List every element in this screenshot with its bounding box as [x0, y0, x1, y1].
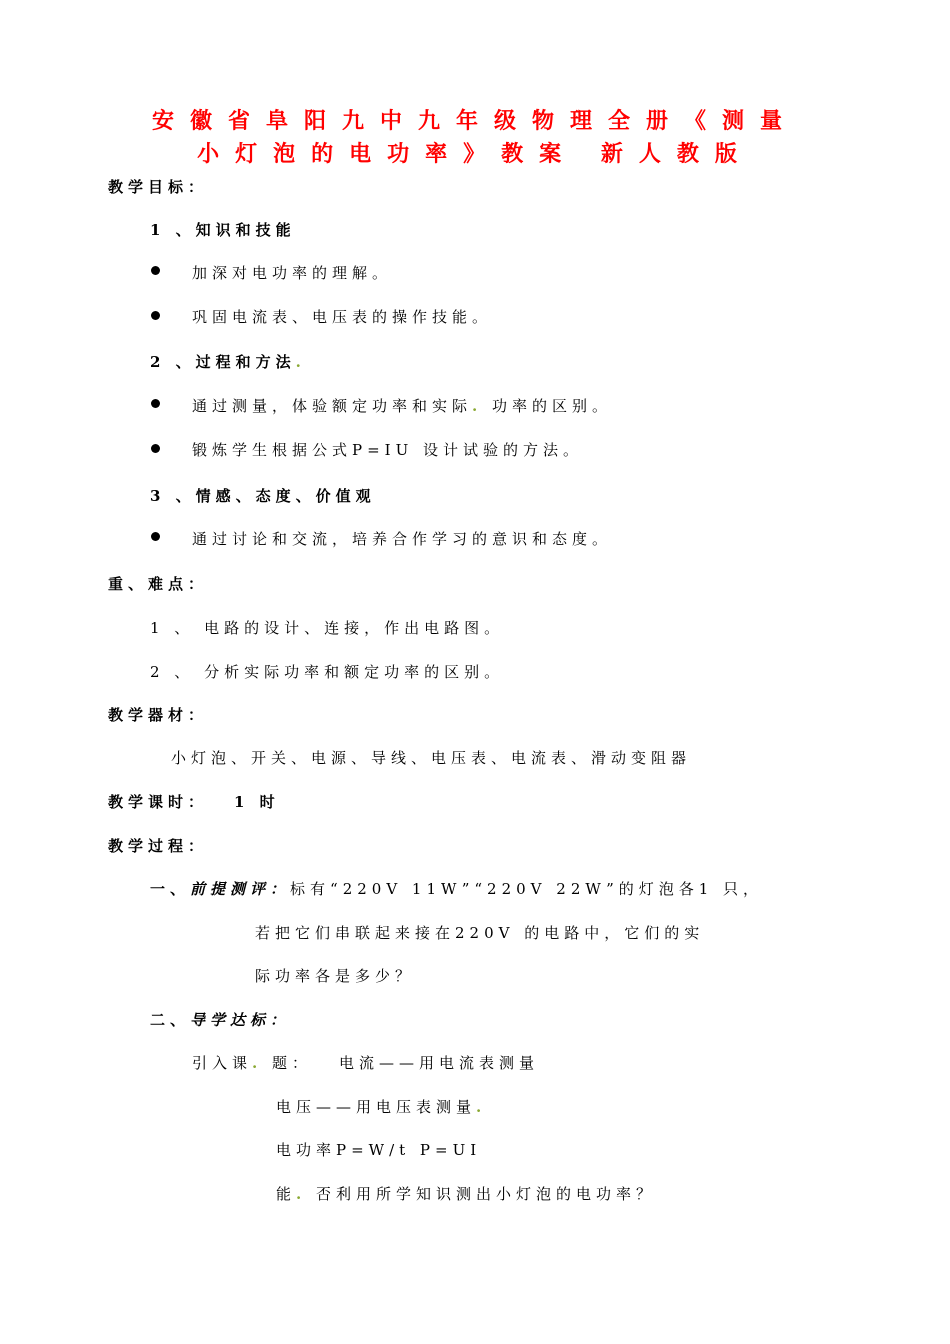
dot-mark: .: [476, 1098, 487, 1116]
dot-mark: .: [295, 353, 306, 371]
key-item2: 2 、 分析实际功率和额定功率的区别。: [150, 663, 505, 681]
s3-item1: 通过讨论和交流，培养合作学习的意识和态度。: [192, 530, 613, 548]
bullet-icon: [151, 444, 160, 453]
dot-mark: .: [472, 397, 483, 415]
title-line-1: 安徽省阜阳九中九年级物理全册《测量: [151, 108, 798, 134]
dot-mark: .: [252, 1054, 263, 1072]
part1-num: 一、: [150, 880, 191, 898]
hours-value: 1 时: [234, 793, 280, 811]
section3-heading: 3 、情感、态度、价值观: [150, 487, 376, 505]
section2-heading: 2 、过程和方法.: [150, 353, 306, 371]
s1-item2: 巩固电流表、电压表的操作技能。: [192, 308, 493, 326]
goals-heading: 教学目标：: [108, 178, 209, 196]
s2-item2: 锻炼学生根据公式P=IU 设计试验的方法。: [192, 441, 583, 459]
equipment-heading: 教学器材：: [108, 706, 209, 724]
current-line: 电流——用电流表测量: [339, 1054, 540, 1072]
part2-title: 导学达标：: [190, 1011, 291, 1029]
bullet-icon: [151, 532, 160, 541]
key-item1: 1 、 电路的设计、连接，作出电路图。: [150, 619, 505, 637]
part1-line2: 若把它们串联起来接在220V 的电路中，它们的实: [255, 924, 705, 942]
part1-line1: [150, 878, 763, 899]
bullet-icon: [151, 266, 160, 275]
part2-heading: [150, 1009, 290, 1030]
hours-heading: 教学课时：: [108, 793, 209, 811]
dot-mark: .: [296, 1185, 307, 1203]
bullet-icon: [151, 311, 160, 320]
voltage-line: 电压——用电压表测量.: [276, 1098, 487, 1116]
part2-num: 二、: [150, 1011, 191, 1029]
part1-line3: 际功率各是多少？: [255, 967, 416, 985]
process-heading: 教学过程：: [108, 837, 209, 855]
s2-item1: 通过测量，体验额定功率和实际. 功率的区别。: [192, 397, 613, 415]
intro-line: 引入课. 题：: [192, 1054, 313, 1072]
power-line: 电功率P=W/t P=UI: [276, 1141, 482, 1159]
part1-text1: 标有“220V 11W”“220V 22W”的灯泡各1 只，: [290, 880, 764, 898]
section1-heading: 1 、知识和技能: [150, 221, 296, 239]
bullet-icon: [151, 399, 160, 408]
question-line: 能. 否利用所学知识测出小灯泡的电功率？: [276, 1185, 657, 1203]
key-heading: 重、难点：: [108, 575, 209, 593]
title-line-2: 小灯泡的电功率》教案 新人教版: [197, 141, 753, 167]
equipment-text: 小灯泡、开关、电源、导线、电压表、电流表、滑动变阻器: [171, 749, 692, 767]
part1-title: 前提测评：: [190, 880, 291, 898]
s1-item1: 加深对电功率的理解。: [192, 264, 393, 282]
